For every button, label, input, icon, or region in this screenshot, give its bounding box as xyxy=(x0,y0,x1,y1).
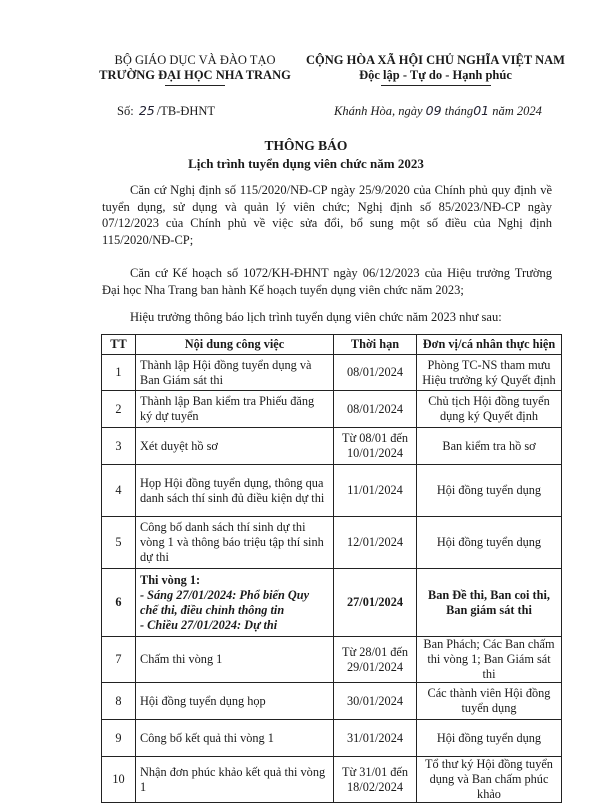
col-header-tt: TT xyxy=(102,335,136,355)
row-unit: Phòng TC-NS tham mưu Hiệu trưởng ký Quyết định xyxy=(417,355,562,391)
national-header xyxy=(303,53,568,86)
row-unit: Tổ thư ký Hội đồng tuyển dụng và Ban chấm phúc khảo xyxy=(417,757,562,803)
col-header-unit: Đơn vị/cá nhân thực hiện xyxy=(417,335,562,355)
document-title: THÔNG BÁO xyxy=(264,138,348,153)
row-unit: Các thành viên Hội đồng tuyển dụng xyxy=(417,683,562,720)
row-task: Thành lập Ban kiểm tra Phiếu đăng ký dự tuyển xyxy=(136,391,334,428)
row-task: Thành lập Hội đồng tuyển dụng và Ban Giám sát thi xyxy=(136,355,334,391)
row-deadline: 31/01/2024 xyxy=(334,720,417,757)
row-number: 7 xyxy=(102,637,136,683)
table-row xyxy=(102,517,562,569)
paragraph-text: Hiệu trưởng thông báo lịch trình tuyển dụng viên chức năm 2023 như sau: xyxy=(130,310,502,324)
table-row xyxy=(102,428,562,465)
row-task: Chấm thi vòng 1 xyxy=(136,637,334,683)
schedule-table xyxy=(101,334,562,803)
row-deadline: 11/01/2024 xyxy=(334,465,417,517)
date-place: Khánh Hòa, ngày xyxy=(334,104,423,118)
row-deadline: 27/01/2024 xyxy=(334,569,417,637)
country-name: CỘNG HÒA XÃ HỘI CHỦ NGHĨA VIỆT NAM xyxy=(306,53,565,67)
table-row xyxy=(102,569,562,637)
date-month: 01 xyxy=(473,103,490,118)
exam-afternoon-line: - Chiều 27/01/2024: Dự thi xyxy=(140,617,278,632)
row-task: Xét duyệt hồ sơ xyxy=(136,428,334,465)
row-unit: Hội đồng tuyển dụng xyxy=(417,465,562,517)
row-number: 4 xyxy=(102,465,136,517)
row-number: 8 xyxy=(102,683,136,720)
row-deadline: 08/01/2024 xyxy=(334,355,417,391)
row-number: 1 xyxy=(102,355,136,391)
national-motto: Độc lập - Tự do - Hạnh phúc xyxy=(359,68,512,82)
table-header-row xyxy=(102,335,562,355)
university-name: TRƯỜNG ĐẠI HỌC NHA TRANG xyxy=(99,68,291,82)
document-subtitle: Lịch trình tuyển dụng viên chức năm 2023 xyxy=(188,156,424,171)
row-unit: Ban Đề thi, Ban coi thi, Ban giám sát thi xyxy=(417,569,562,637)
date-month-word: tháng xyxy=(444,104,474,118)
row-deadline: Từ 28/01 đến 29/01/2024 xyxy=(334,637,417,683)
table-row xyxy=(102,355,562,391)
col-header-deadline: Thời hạn xyxy=(334,335,417,355)
row-deadline: Từ 08/01 đến 10/01/2024 xyxy=(334,428,417,465)
table-row xyxy=(102,757,562,803)
header-underline xyxy=(165,85,225,86)
row-number: 6 xyxy=(102,569,136,637)
date-year: năm 2024 xyxy=(492,104,542,118)
row-deadline: Từ 31/01 đến 18/02/2024 xyxy=(334,757,417,803)
reference-number: 25 xyxy=(138,103,155,118)
table-row xyxy=(102,391,562,428)
motto-underline xyxy=(381,85,491,86)
reference-prefix: Số: xyxy=(117,104,134,118)
paragraph-legal-basis-1 xyxy=(102,182,552,248)
row-number: 3 xyxy=(102,428,136,465)
row-number: 2 xyxy=(102,391,136,428)
row-number: 5 xyxy=(102,517,136,569)
issuer-header xyxy=(80,53,310,86)
paragraph-announcement xyxy=(102,309,552,326)
row-unit: Chủ tịch Hội đồng tuyển dụng ký Quyết định xyxy=(417,391,562,428)
row-deadline: 12/01/2024 xyxy=(334,517,417,569)
row-task: Công bố kết quả thi vòng 1 xyxy=(136,720,334,757)
row-number: 9 xyxy=(102,720,136,757)
row-unit: Hội đồng tuyển dụng xyxy=(417,720,562,757)
row-number: 10 xyxy=(102,757,136,803)
row-task: Nhận đơn phúc khảo kết quả thi vòng 1 xyxy=(136,757,334,803)
row-task: Họp Hội đồng tuyển dụng, thông qua danh sách thí sinh đủ điều kiện dự thi xyxy=(136,465,334,517)
document-reference xyxy=(117,103,215,119)
document-date xyxy=(334,103,542,119)
paragraph-text: Căn cứ Nghị định số 115/2020/NĐ-CP ngày 25/9/2020 của Chính phủ quy định về tuyển dụng, sử dụng và quản lý viên chức; Nghị định số 85/2023/NĐ-CP ngày 07/12/2023 của Chính phủ về việc sửa đổi, bổ sung một số điều của Nghị định 115/2020/NĐ-CP; xyxy=(102,183,552,247)
row-unit: Hội đồng tuyển dụng xyxy=(417,517,562,569)
reference-suffix: /TB-ĐHNT xyxy=(156,104,216,118)
ministry-name: BỘ GIÁO DỤC VÀ ĐÀO TẠO xyxy=(114,53,276,67)
row-task xyxy=(136,569,334,637)
row-unit: Ban kiểm tra hồ sơ xyxy=(417,428,562,465)
table-row xyxy=(102,720,562,757)
row-deadline: 08/01/2024 xyxy=(334,391,417,428)
table-row xyxy=(102,683,562,720)
row-task: Hội đồng tuyển dụng họp xyxy=(136,683,334,720)
table-row xyxy=(102,637,562,683)
row-unit: Ban Phách; Các Ban chấm thi vòng 1; Ban Giám sát thi xyxy=(417,637,562,683)
col-header-task: Nội dung công việc xyxy=(136,335,334,355)
table-row xyxy=(102,465,562,517)
row-task: Công bố danh sách thí sinh dự thi vòng 1 và thông báo triệu tập thí sinh dự thi xyxy=(136,517,334,569)
exam-round-title: Thi vòng 1: xyxy=(140,572,201,587)
row-deadline: 30/01/2024 xyxy=(334,683,417,720)
paragraph-text: Căn cứ Kế hoạch số 1072/KH-ĐHNT ngày 06/12/2023 của Hiệu trưởng Trường Đại học Nha Trang ban hành Kế hoạch tuyển dụng viên chức năm 2023; xyxy=(102,266,552,297)
exam-morning-line: - Sáng 27/01/2024: Phổ biến Quy chế thi, điều chỉnh thông tin xyxy=(140,587,310,617)
date-day: 09 xyxy=(425,103,442,118)
paragraph-legal-basis-2 xyxy=(102,265,552,298)
